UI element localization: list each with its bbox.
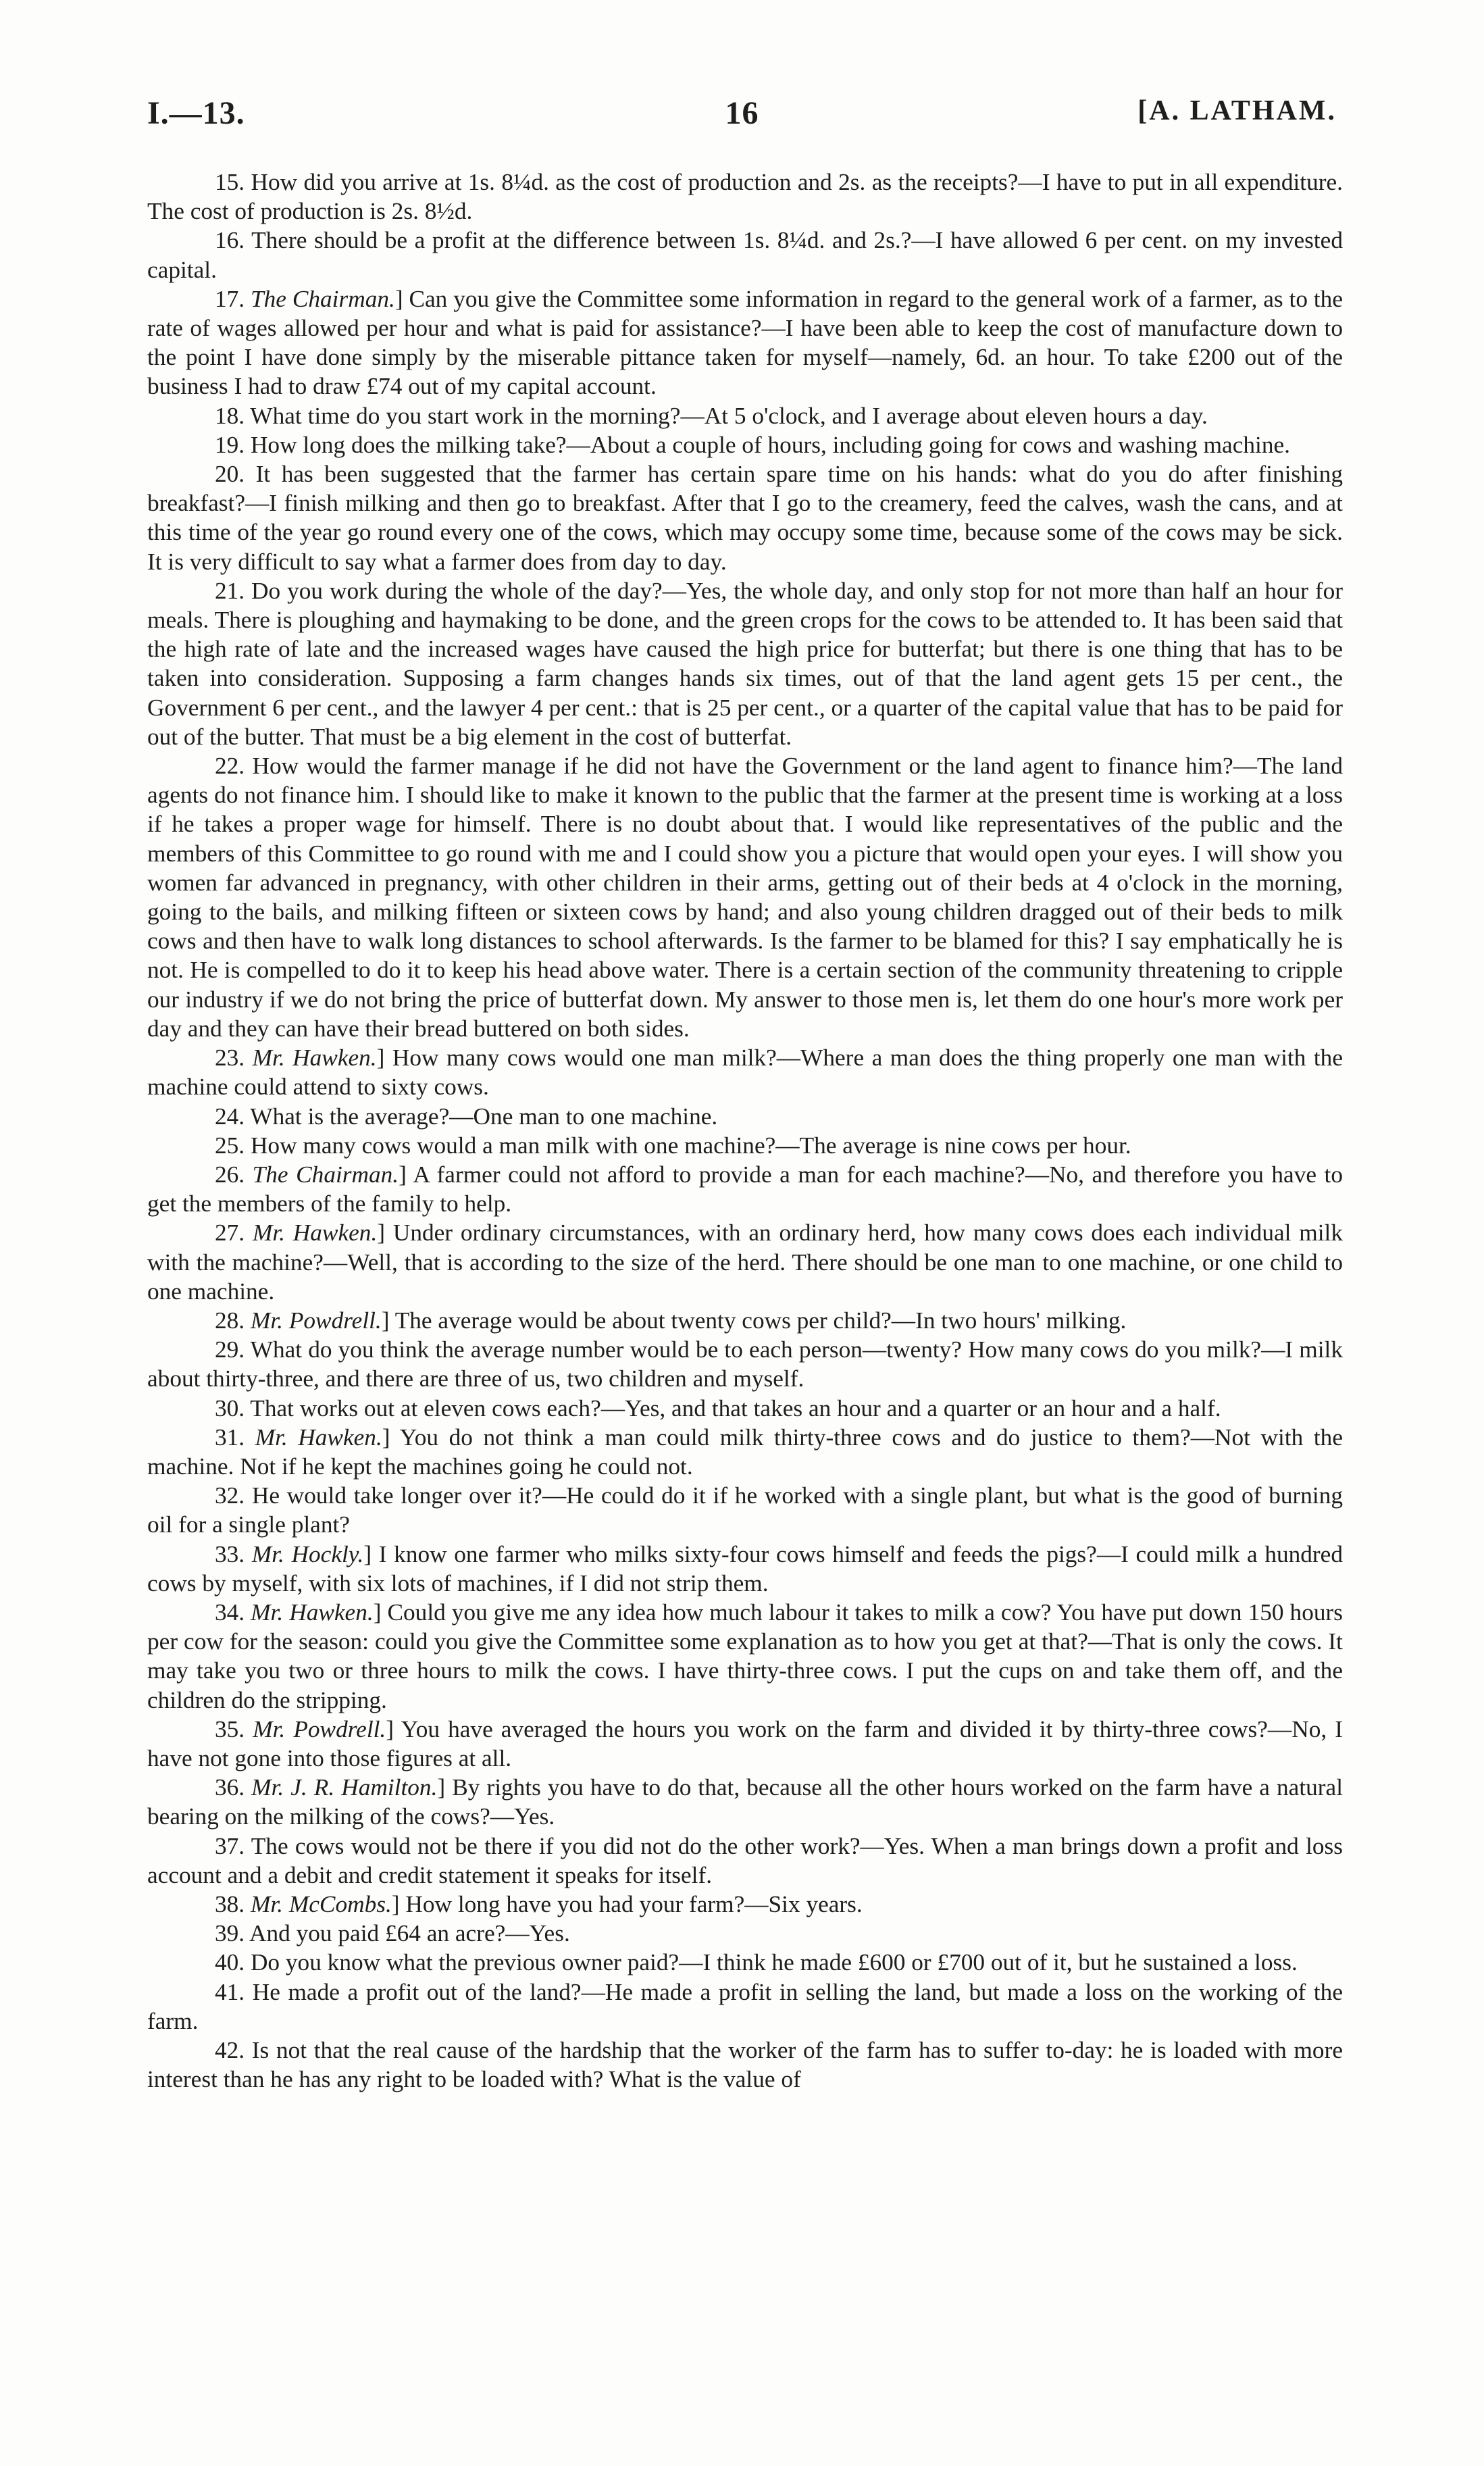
paragraph-text: ] You have averaged the hours you work on the farm and divided it by thirty-three cows?—No, I have not gone into those figures at all. xyxy=(147,1715,1343,1771)
question-answer-paragraph xyxy=(147,1773,1343,1831)
paragraph-text: 21. Do you work during the whole of the day?—Yes, the whole day, and only stop for not more than half an hour for meals. There is ploughing and haymaking to be done, and the green crops for the cows to be attended to. It has been said that the high rate of late and the increased wages have caused the high price for butterfat; but there is one thing that has to be taken into consideration. Supposing a farm changes hands six times, out of that the land agent gets 15 per cent., the Government 6 per cent., and the lawyer 4 per cent.: that is 25 per cent., or a quarter of the capital value that has to be paid for out of the butter. That must be a big element in the cost of butterfat. xyxy=(147,577,1343,750)
question-answer-paragraph xyxy=(147,1131,1343,1160)
evidence-text xyxy=(147,168,1343,2094)
speaker-name: Mr. J. R. Hamilton. xyxy=(251,1774,438,1801)
paragraph-text: 32. He would take longer over it?—He could do it if he worked with a single plant, but what is the good of burning oil for a single plant? xyxy=(147,1482,1343,1538)
paragraph-text: 15. How did you arrive at 1s. 8¼d. as the cost of production and 2s. as the receipts?—I have to put in all expenditure. The cost of production is 2s. 8½d. xyxy=(147,169,1343,225)
question-answer-paragraph xyxy=(147,1890,1343,1919)
paragraph-text: 36. xyxy=(215,1774,252,1801)
question-answer-paragraph xyxy=(147,1043,1343,1101)
question-answer-paragraph xyxy=(147,1715,1343,1773)
question-answer-paragraph xyxy=(147,1394,1343,1423)
question-answer-paragraph xyxy=(147,1978,1343,2036)
question-answer-paragraph xyxy=(147,226,1343,284)
paragraph-text: 31. xyxy=(215,1424,255,1451)
paragraph-text: 29. What do you think the average number would be to each person—twenty? How many cows do you milk?—I milk about thirty-three, and there are three of us, two children and myself. xyxy=(147,1336,1343,1392)
paragraph-text: 16. There should be a profit at the difference between 1s. 8¼d. and 2s.?—I have allowed 6 per cent. on my invested capital. xyxy=(147,227,1343,283)
speaker-name: Mr. Powdrell. xyxy=(253,1715,386,1742)
paragraph-text: 19. How long does the milking take?—About a couple of hours, including going for cows and washing machine. xyxy=(215,431,1290,458)
paragraph-text: 26. xyxy=(215,1161,253,1188)
paragraph-text: 20. It has been suggested that the farmer has certain spare time on his hands: what do you do after finishing breakfast?—I finish milking and then go to breakfast. After that I go to the creamery, feed the calves, wash the cans, and at this time of the year go round every one of the cows, which may occupy some time, because some of the cows may be sick. It is very difficult to say what a farmer does from day to day. xyxy=(147,461,1343,575)
witness-name: [A. LATHAM. xyxy=(1137,95,1337,126)
paper-reference: I.—13. xyxy=(147,95,245,131)
paragraph-text: ] You do not think a man could milk thirty-three cows and do justice to them?—Not with the machine. Not if he kept the machines going he could not. xyxy=(147,1424,1343,1480)
paragraph-text: 22. How would the farmer manage if he did not have the Government or the land agent to finance him?—The land agents do not finance him. I should like to make it known to the public that the farmer at the present time is working at a loss if he takes a proper wage for himself. There is no doubt about that. I would like representatives of the public and the members of this Committee to go round with me and I could show you a picture that would open your eyes. I will show you women far advanced in pregnancy, with other children in their arms, getting out of their beds at 4 o'clock in the morning, going to the bails, and milking fifteen or sixteen cows by hand; and also young children dragged out of their beds to milk cows and then have to walk long distances to school afterwards. Is the farmer to be blamed for this? I say emphatically he is not. He is compelled to do it to keep his head above water. There is a certain section of the community threatening to cripple our industry if we do not bring the price of butterfat down. My answer to those men is, let them do one hour's more work per day and they can have their bread buttered on both sides. xyxy=(147,753,1343,1042)
question-answer-paragraph xyxy=(147,1832,1343,1890)
question-answer-paragraph xyxy=(147,1335,1343,1393)
paragraph-text: 41. He made a profit out of the land?—He made a profit in selling the land, but made a loss on the working of the farm. xyxy=(147,1978,1343,2034)
question-answer-paragraph xyxy=(147,1306,1343,1335)
paragraph-text: 18. What time do you start work in the morning?—At 5 o'clock, and I average about eleven hours a day. xyxy=(215,402,1208,429)
paragraph-text: 23. xyxy=(215,1045,253,1072)
paragraph-text: 42. Is not that the real cause of the hardship that the worker of the farm has to suffer to-day: he is loaded with more interest than he has any right to be loaded with? What is the value of xyxy=(147,2037,1343,2093)
question-answer-paragraph xyxy=(147,1948,1343,1977)
speaker-name: The Chairman. xyxy=(251,285,395,312)
question-answer-paragraph xyxy=(147,1218,1343,1306)
question-answer-paragraph xyxy=(147,1160,1343,1218)
speaker-name: Mr. Hockly. xyxy=(251,1540,364,1567)
question-answer-paragraph xyxy=(147,1481,1343,1539)
question-answer-paragraph xyxy=(147,2036,1343,2094)
paragraph-text: ] The average would be about twenty cows per child?—In two hours' milking. xyxy=(381,1307,1127,1334)
speaker-name: Mr. Hawken. xyxy=(252,1219,378,1247)
paragraph-text: 33. xyxy=(215,1540,252,1567)
question-answer-paragraph xyxy=(147,284,1343,401)
paragraph-text: 25. How many cows would a man milk with one machine?—The average is nine cows per hour. xyxy=(215,1132,1131,1159)
paragraph-text: 27. xyxy=(215,1219,253,1247)
speaker-name: The Chairman. xyxy=(252,1161,399,1188)
paragraph-text: ] I know one farmer who milks sixty-four cows himself and feeds the pigs?—I could milk a hundred cows by myself, with six lots of machines, if I did not strip them. xyxy=(147,1540,1343,1596)
paragraph-text: 17. xyxy=(215,285,251,312)
question-answer-paragraph xyxy=(147,168,1343,226)
paragraph-text: 28. xyxy=(215,1307,251,1334)
paragraph-text: 39. And you paid £64 an acre?—Yes. xyxy=(215,1920,570,1947)
paragraph-text: ] Could you give me any idea how much labour it takes to milk a cow? You have put down 150 hours per cow for the season: could you give the Committee some explanation as to how you get at that?—That is only the cows. It may take you two or three hours to milk the cows. I have thirty-three cows. I put the cups on and take them off, and the children do the stripping. xyxy=(147,1599,1343,1713)
paragraph-text: ] A farmer could not afford to provide a man for each machine?—No, and therefore you have to get the members of the family to help. xyxy=(147,1161,1343,1217)
speaker-name: Mr. Powdrell. xyxy=(250,1307,382,1334)
question-answer-paragraph xyxy=(147,1919,1343,1948)
question-answer-paragraph xyxy=(147,1423,1343,1481)
page-number: 16 xyxy=(725,95,759,131)
question-answer-paragraph xyxy=(147,751,1343,1043)
paragraph-text: ] Can you give the Committee some information in regard to the general work of a farmer, as to the rate of wages allowed per hour and what is paid for assistance?—I have been able to keep the cost of manufacture down to the point I have done simply by the miserable pittance taken for myself—namely, 6d. an hour. To take £200 out of the business I had to draw £74 out of my capital account. xyxy=(147,285,1343,400)
paragraph-text: 24. What is the average?—One man to one machine. xyxy=(215,1103,718,1130)
paragraph-text: 35. xyxy=(215,1715,253,1742)
question-answer-paragraph xyxy=(147,430,1343,459)
question-answer-paragraph xyxy=(147,459,1343,576)
paragraph-text: 38. xyxy=(215,1890,251,1917)
question-answer-paragraph xyxy=(147,1102,1343,1131)
paragraph-text: 40. Do you know what the previous owner paid?—I think he made £600 or £700 out of it, but he sustained a loss. xyxy=(215,1949,1298,1976)
paragraph-text: 37. The cows would not be there if you did not do the other work?—Yes. When a man brings down a profit and loss account and a debit and credit statement it speaks for itself. xyxy=(147,1832,1343,1888)
paragraph-text: ] By rights you have to do that, because all the other hours worked on the farm have a natural bearing on the milking of the cows?—Yes. xyxy=(147,1774,1343,1830)
paragraph-text: 30. That works out at eleven cows each?—Yes, and that takes an hour and a quarter or an hour and a half. xyxy=(215,1394,1221,1421)
question-answer-paragraph xyxy=(147,1540,1343,1598)
speaker-name: Mr. Hawken. xyxy=(252,1045,377,1072)
paragraph-text: ] How many cows would one man milk?—Where a man does the thing properly one man with the machine could attend to sixty cows. xyxy=(147,1045,1343,1101)
speaker-name: Mr. McCombs. xyxy=(250,1890,392,1917)
question-answer-paragraph xyxy=(147,576,1343,751)
paragraph-text: 34. xyxy=(215,1599,251,1626)
question-answer-paragraph xyxy=(147,1598,1343,1715)
speaker-name: Mr. Hawken. xyxy=(255,1424,382,1451)
paragraph-text: ] How long have you had your farm?—Six years. xyxy=(391,1890,863,1917)
speaker-name: Mr. Hawken. xyxy=(251,1599,374,1626)
page-header xyxy=(147,95,1337,149)
question-answer-paragraph xyxy=(147,401,1343,430)
paragraph-text: ] Under ordinary circumstances, with an ordinary herd, how many cows does each individual milk with the machine?—Well, that is according to the size of the herd. There should be one man to one machine, or one child to one machine. xyxy=(147,1219,1343,1305)
